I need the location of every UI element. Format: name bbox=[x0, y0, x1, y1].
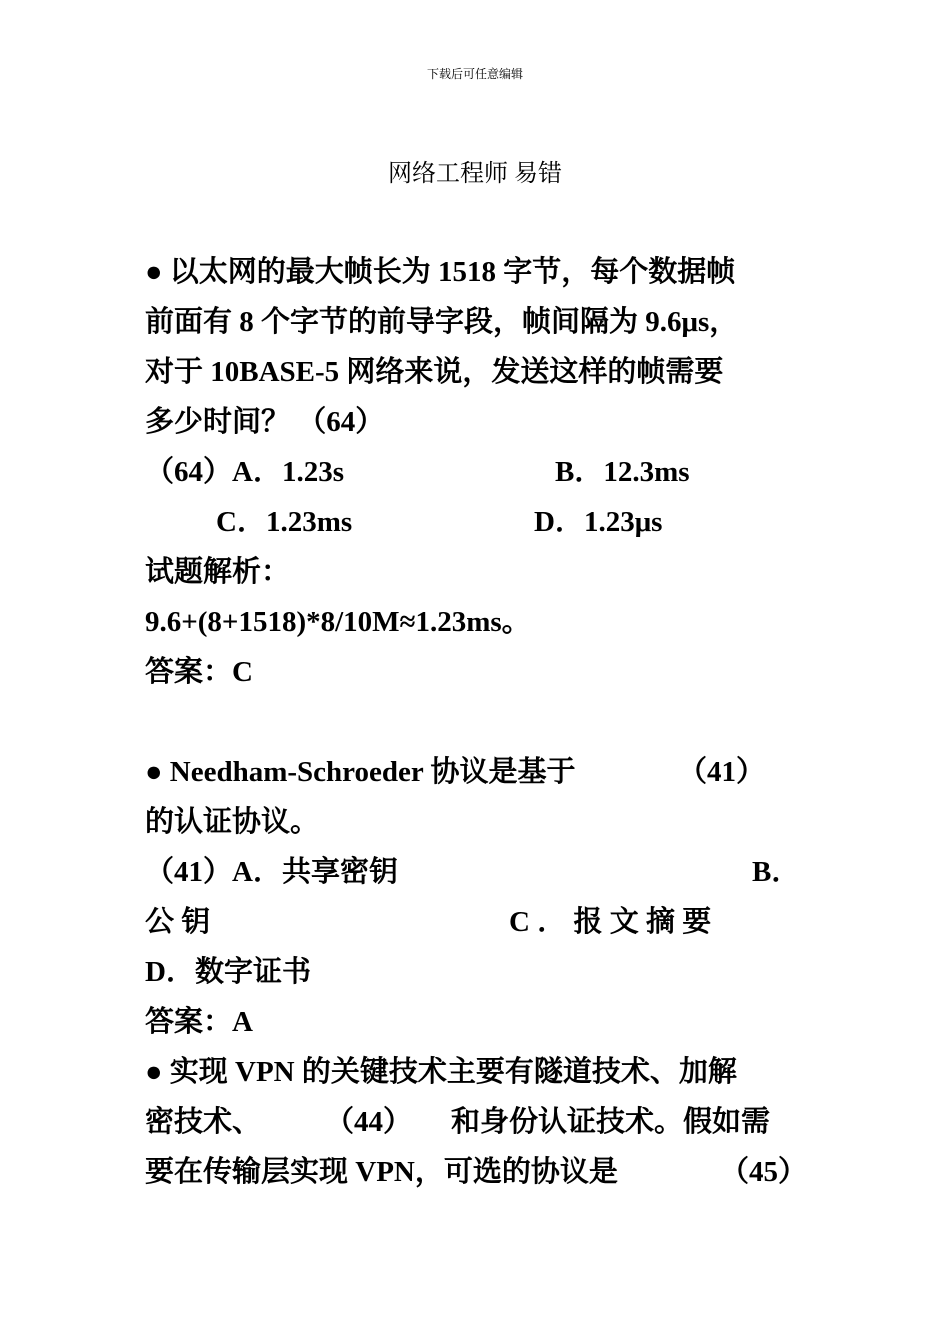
q1-option-c: C．1.23ms bbox=[216, 506, 353, 538]
q2-line-1 bbox=[145, 747, 807, 797]
q2-blank: （41） bbox=[678, 756, 766, 788]
q1-line-3: 对于 10BASE-5 网络来说，发送这样的帧需要 bbox=[145, 356, 724, 388]
q3-blank-44: （44） bbox=[325, 1106, 413, 1138]
q2-line-2: 的认证协议。 bbox=[145, 806, 320, 838]
q1-line-2: 前面有 8 个字节的前导字段，帧间隔为 9.6μs， bbox=[145, 306, 739, 338]
q1-option-a: （64）A．1.23s bbox=[145, 456, 344, 488]
document-title: 网络工程师 易错 bbox=[388, 161, 562, 187]
q3-blank-45: （45） bbox=[720, 1156, 808, 1188]
q2-option-b-text: 公 钥 bbox=[145, 906, 211, 938]
q2-option-d: D．数字证书 bbox=[145, 956, 311, 988]
q2-option-c: C ． 报 文 摘 要 bbox=[509, 906, 712, 938]
q1-options-cd bbox=[145, 497, 807, 547]
q1-analysis: 9.6+(8+1518)*8/10M≈1.23ms。 bbox=[145, 606, 531, 638]
q1-option-d: D．1.23μs bbox=[534, 506, 663, 538]
q3-line-3-start: 要在传输层实现 VPN，可选的协议是 bbox=[145, 1156, 618, 1188]
header-note: 下载后可任意编辑 bbox=[426, 67, 523, 81]
q3-line-1: ● 实现 VPN 的关键技术主要有隧道技术、加解 bbox=[145, 1056, 737, 1088]
q1-answer: 答案：C bbox=[145, 656, 253, 688]
q3-line-2 bbox=[145, 1097, 807, 1147]
q2-options-bc bbox=[145, 897, 807, 947]
q1-options-ab bbox=[145, 447, 807, 497]
q2-options-ab bbox=[145, 847, 807, 897]
q3-line-2-end: 和身份认证技术。假如需 bbox=[451, 1106, 771, 1138]
document-body bbox=[145, 247, 807, 1197]
q2-answer: 答案：A bbox=[145, 1006, 253, 1038]
q1-line-4: 多少时间？ （64） bbox=[145, 406, 385, 438]
blank-line bbox=[145, 697, 807, 747]
q2-option-b: B． bbox=[752, 856, 801, 888]
q1-option-b: B．12.3ms bbox=[555, 456, 690, 488]
q1-line-1: ● 以太网的最大帧长为 1518 字节，每个数据帧 bbox=[145, 256, 736, 288]
q3-line-2-start: 密技术、 bbox=[145, 1106, 262, 1138]
q2-option-a: （41）A．共享密钥 bbox=[145, 856, 398, 888]
q3-line-3 bbox=[145, 1147, 807, 1197]
q2-stem: ● Needham-Schroeder 协议是基于 bbox=[145, 756, 576, 788]
q1-analysis-label: 试题解析： bbox=[145, 556, 291, 588]
